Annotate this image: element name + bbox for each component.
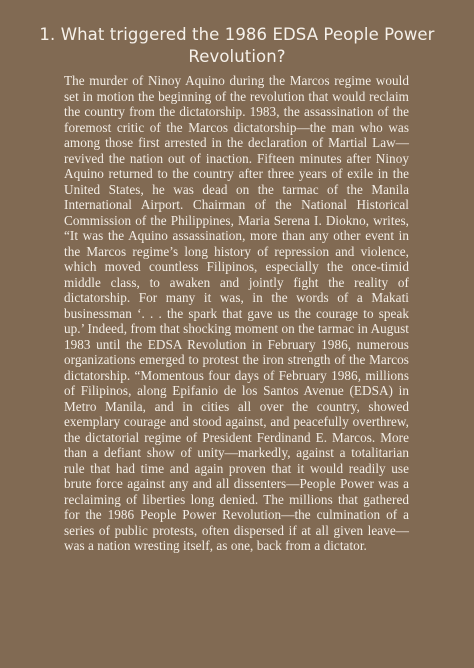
page-title: 1. What triggered the 1986 EDSA People Power Revolution? [39,25,435,66]
body-paragraph: The murder of Ninoy Aquino during the Marcos regime would set in motion the beginning of the revolution that would reclaim the country from the dictatorship. 1983, the assassination of the foremost critic of the Marcos dictatorship—the man who was among those first arrested in the declaration of Martial Law—revived the nation out of inaction. Fifteen minutes after Ninoy Aquino returned to the country after three years of exile in the United States, he was dead on the tarmac of the Manila International Airport. Chairman of the National Historical Commission of the Philippines, Maria Serena I. Diokno, writes, “It was the Aquino assassination, more than any other event in the Marcos regime’s long history of repression and violence, which moved countless Filipinos, especially the once-timid middle class, to awaken and jointly fight the reality of dictatorship. For many it was, in the words of a Makati businessman ‘. . . the spark that gave us the courage to speak up.’ Indeed, from that shocking moment on the tarmac in August 1983 until the EDSA Revolution in February 1986, numerous organizations emerged to protest the iron strength of the Marcos dictatorship. “Momentous four days of February 1986, millions of Filipinos, along Epifanio de los Santos Avenue (EDSA) in Metro Manila, and in cities all over the country, showed exemplary courage and stood against, and peacefully overthrew, the dictatorial regime of President Ferdinand E. Marcos. More than a defiant show of unity—markedly, against a totalitarian rule that had time and again proven that it would readily use brute force against any and all dissenters—People Power was a reclaiming of liberties long denied. The millions that gathered for the 1986 People Power Revolution—the culmination of a series of public protests, often dispersed if at all given leave—was a nation wresting itself, as one, back from a dictator. [64,73,409,553]
